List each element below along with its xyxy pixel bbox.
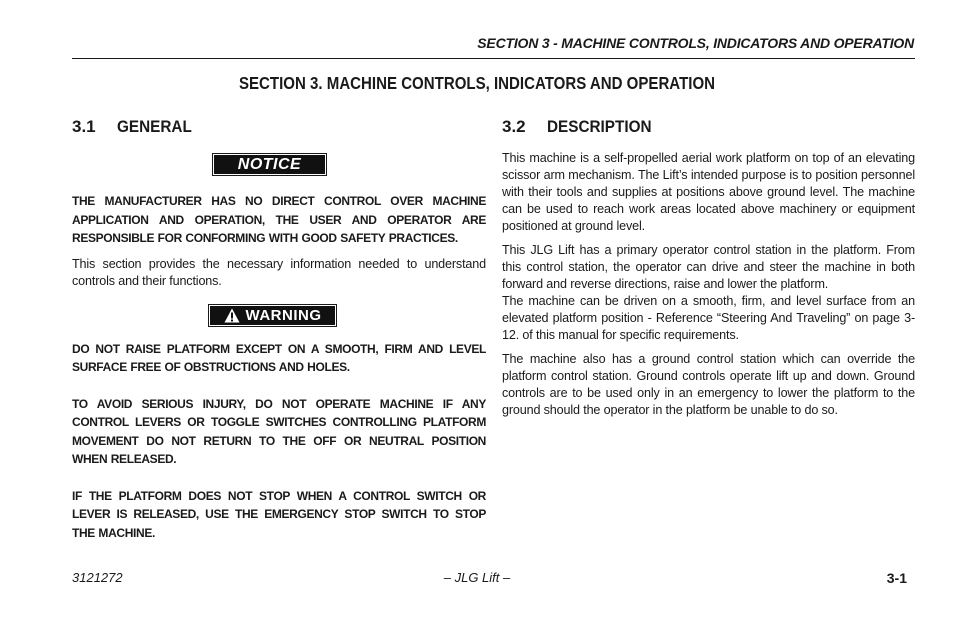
heading-number: 3.1: [72, 117, 96, 136]
description-paragraph: This machine is a self-propelled aerial work platform on top of an elevating scissor arm mechanism. The Lift’s intended purpose is to position personnel with their tools and supplies at positions above ground level. The machine can be used to reach work areas located above machinery or equipment positioned at ground level.: [502, 151, 915, 233]
warning-label-text: WARNING: [245, 306, 322, 324]
heading-text: GENERAL: [117, 117, 192, 136]
description-paragraph: This JLG Lift has a primary operator control station in the platform. From this control station, the operator can drive and steer the machine in both forward and reverse directions, raise and lower the platform.: [502, 243, 915, 291]
warning-triangle-icon: [224, 308, 240, 323]
heading-description: [502, 117, 915, 139]
description-paragraph: The machine also has a ground control station which can override the platform control station. Ground controls operate lift up and down. Ground controls are to be used only in an emergency to lower the platform to the ground should the operator in the platform be unable to do so.: [502, 352, 915, 417]
warning-item: TO AVOID SERIOUS INJURY, DO NOT OPERATE MACHINE IF ANY CONTROL LEVERS OR TOGGLE SWITCHES CONTROLLING PLATFORM MOVEMENT DO NOT RETURN TO THE OFF OR NEUTRAL POSITION WHEN RELEASED.: [72, 396, 486, 466]
warning-label: [210, 306, 335, 325]
warning-label-box: [208, 304, 337, 327]
footer-center: – JLG Lift –: [443, 570, 511, 585]
header-rule: [72, 58, 915, 59]
warning-item: IF THE PLATFORM DOES NOT STOP WHEN A CONTROL SWITCH OR LEVER IS RELEASED, USE THE EMERGENCY STOP SWITCH TO STOP THE MACHINE.: [72, 488, 486, 540]
heading-number: 3.2: [502, 117, 526, 136]
intro-paragraph: This section provides the necessary information needed to understand controls and their functions.: [72, 256, 486, 288]
heading-text: DESCRIPTION: [547, 117, 652, 136]
notice-label: NOTICE: [214, 155, 325, 174]
notice-text: THE MANUFACTURER HAS NO DIRECT CONTROL OVER MACHINE APPLICATION AND OPERATION, THE USER AND OPERATOR ARE RESPONSIBLE FOR CONFORMING WITH GOOD SAFETY PRACTICES.: [72, 194, 486, 245]
heading-general: [72, 117, 486, 139]
right-column: [502, 117, 915, 419]
running-head: SECTION 3 - MACHINE CONTROLS, INDICATORS AND OPERATION: [477, 35, 914, 51]
left-column: [72, 117, 486, 542]
footer-doc-number: 3121272: [72, 570, 123, 585]
notice-label-box: [212, 153, 327, 176]
page-number: 3-1: [886, 570, 907, 586]
description-paragraph: The machine can be driven on a smooth, firm, and level surface from an elevated platform position - Reference “Steering And Traveling” on page 3-12. of this manual for specific requirements.: [502, 294, 915, 342]
warning-item: DO NOT RAISE PLATFORM EXCEPT ON A SMOOTH, FIRM AND LEVEL SURFACE FREE OF OBSTRUCTIONS AND HOLES.: [72, 341, 486, 374]
section-title: SECTION 3. MACHINE CONTROLS, INDICATORS AND OPERATION: [238, 73, 716, 93]
